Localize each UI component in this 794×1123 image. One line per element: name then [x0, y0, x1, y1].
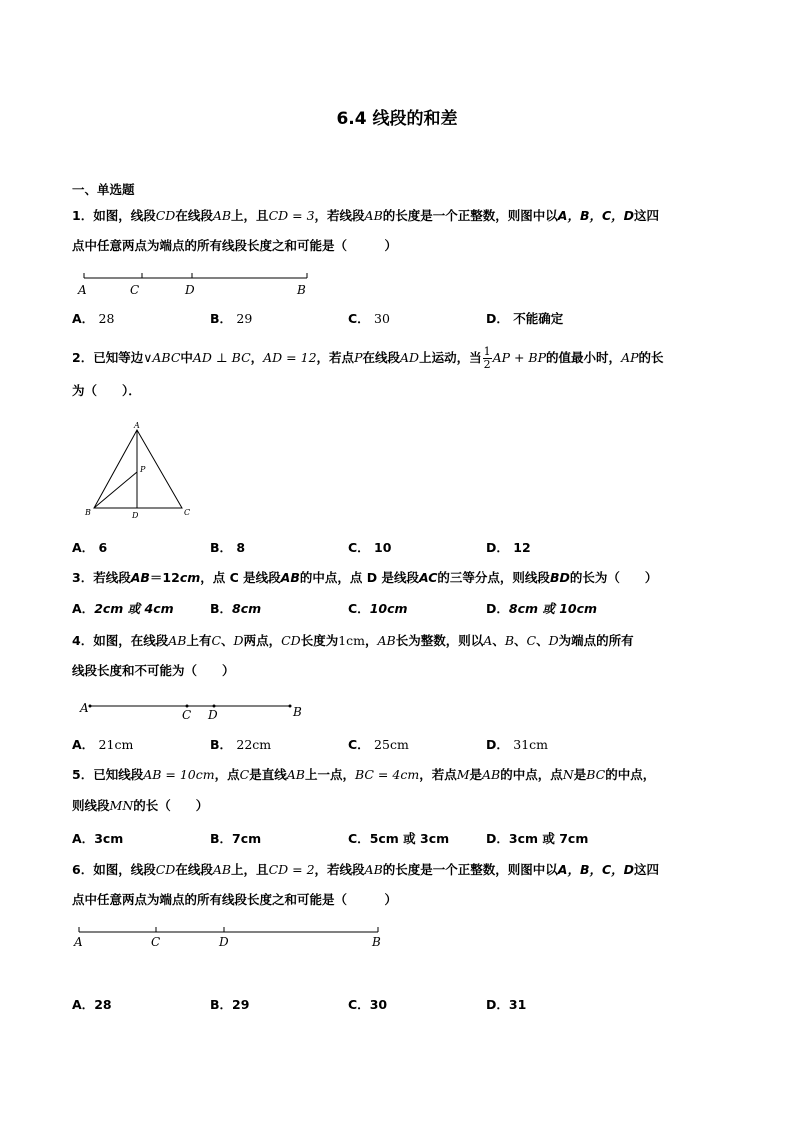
section-heading: 一、单选题	[72, 182, 135, 197]
question-5-line-2: 则线段MN的长（ ）	[72, 798, 209, 813]
point-label-c: C	[130, 283, 140, 297]
question-4-line-2: 线段长度和不可能为（ ）	[72, 663, 235, 678]
point-label-a: A	[134, 421, 140, 430]
option-a[interactable]: A． 6	[72, 540, 108, 555]
question-4-line-1: 4．如图，在线段AB上有C、D两点，CD长度为1cm，AB长为整数，则以A、B、C、D为端点的所有	[72, 633, 634, 648]
question-1-figure	[72, 268, 322, 298]
point-label-b: B	[297, 283, 306, 297]
option-b[interactable]: B． 29	[210, 311, 253, 326]
point-label-d: D	[208, 708, 218, 722]
question-3-options	[72, 601, 632, 617]
point-label-b: B	[293, 705, 302, 719]
option-c[interactable]: C． 30	[348, 311, 390, 326]
question-2-line-1: 2．已知等边∨ABC中AD ⊥ BC，AD = 12，若点P在线段AD上运动，当 $\frac{1}{2}$ AP + BP的值最小时，AP的长	[72, 345, 664, 371]
question-6-line-1: 6．如图，线段CD在线段AB上，且CD = 2，若线段AB的长度是一个正整数，则图中以A，B，C，D这四	[72, 862, 660, 877]
point-label-p: P	[140, 465, 146, 474]
option-c[interactable]: C． 10	[348, 540, 392, 555]
option-a[interactable]: A．3cm	[72, 831, 124, 846]
question-6-figure	[72, 922, 392, 952]
page-title: 6.4 线段的和差	[336, 109, 458, 129]
point-label-a: A	[78, 283, 87, 297]
point-label-c: C	[184, 508, 191, 517]
option-b[interactable]: B．7cm	[210, 831, 262, 846]
option-a[interactable]: A．2cm 或 4cm	[72, 601, 174, 616]
question-5-options	[72, 831, 632, 847]
point-label-c: C	[151, 935, 161, 949]
option-b[interactable]: B． 8	[210, 540, 246, 555]
point-label-b: B	[85, 508, 91, 517]
question-4-options	[72, 737, 632, 753]
point-label-d: D	[219, 935, 229, 949]
option-d[interactable]: D． 12	[486, 540, 531, 555]
option-a[interactable]: A． 21cm	[72, 737, 134, 752]
fraction: $\frac{1}{2}$	[483, 345, 491, 371]
option-a[interactable]: A． 28	[72, 311, 115, 326]
question-2-figure	[80, 420, 200, 525]
question-3-line-1: 3．若线段AB＝12cm，点 C 是线段AB的中点，点 D 是线段AC的三等分点，则线段BD的长为（ ）	[72, 570, 658, 585]
option-b[interactable]: B． 22cm	[210, 737, 272, 752]
option-d[interactable]: D． 31cm	[486, 737, 549, 752]
question-1-line-1: 1．如图，线段CD在线段AB上，且CD = 3，若线段AB的长度是一个正整数，则图中以A，B，C，D这四	[72, 208, 660, 223]
option-d[interactable]: D．3cm 或 7cm	[486, 831, 589, 846]
question-2-options	[72, 540, 632, 556]
point-label-b: B	[372, 935, 381, 949]
question-1-line-2: 点中任意两点为端点的所有线段长度之和可能是（ ）	[72, 238, 398, 253]
question-2-line-2: 为（ ）．	[72, 383, 141, 398]
point-label-c: C	[182, 708, 192, 722]
question-4-figure	[72, 698, 312, 726]
option-c[interactable]: C．5cm 或 3cm	[348, 831, 450, 846]
option-d[interactable]: D．31	[486, 997, 527, 1012]
question-1-options	[72, 311, 632, 327]
point-label-a: A	[80, 701, 89, 715]
question-6-line-2: 点中任意两点为端点的所有线段长度之和可能是（ ）	[72, 892, 398, 907]
option-c[interactable]: C．10cm	[348, 601, 408, 616]
option-d[interactable]: D． 不能确定	[486, 311, 564, 326]
option-c[interactable]: C． 25cm	[348, 737, 409, 752]
option-b[interactable]: B．29	[210, 997, 250, 1012]
option-d[interactable]: D．8cm 或 10cm	[486, 601, 598, 616]
option-c[interactable]: C．30	[348, 997, 388, 1012]
option-a[interactable]: A．28	[72, 997, 112, 1012]
point-label-d: D	[185, 283, 195, 297]
question-6-options	[72, 997, 632, 1013]
question-5-line-1: 5．已知线段AB = 10cm，点C是直线AB上一点，BC = 4cm，若点M是AB的中点，点N是BC的中点，	[72, 767, 656, 782]
point-label-a: A	[74, 935, 83, 949]
option-b[interactable]: B．8cm	[210, 601, 262, 616]
point-label-d: D	[132, 511, 139, 520]
